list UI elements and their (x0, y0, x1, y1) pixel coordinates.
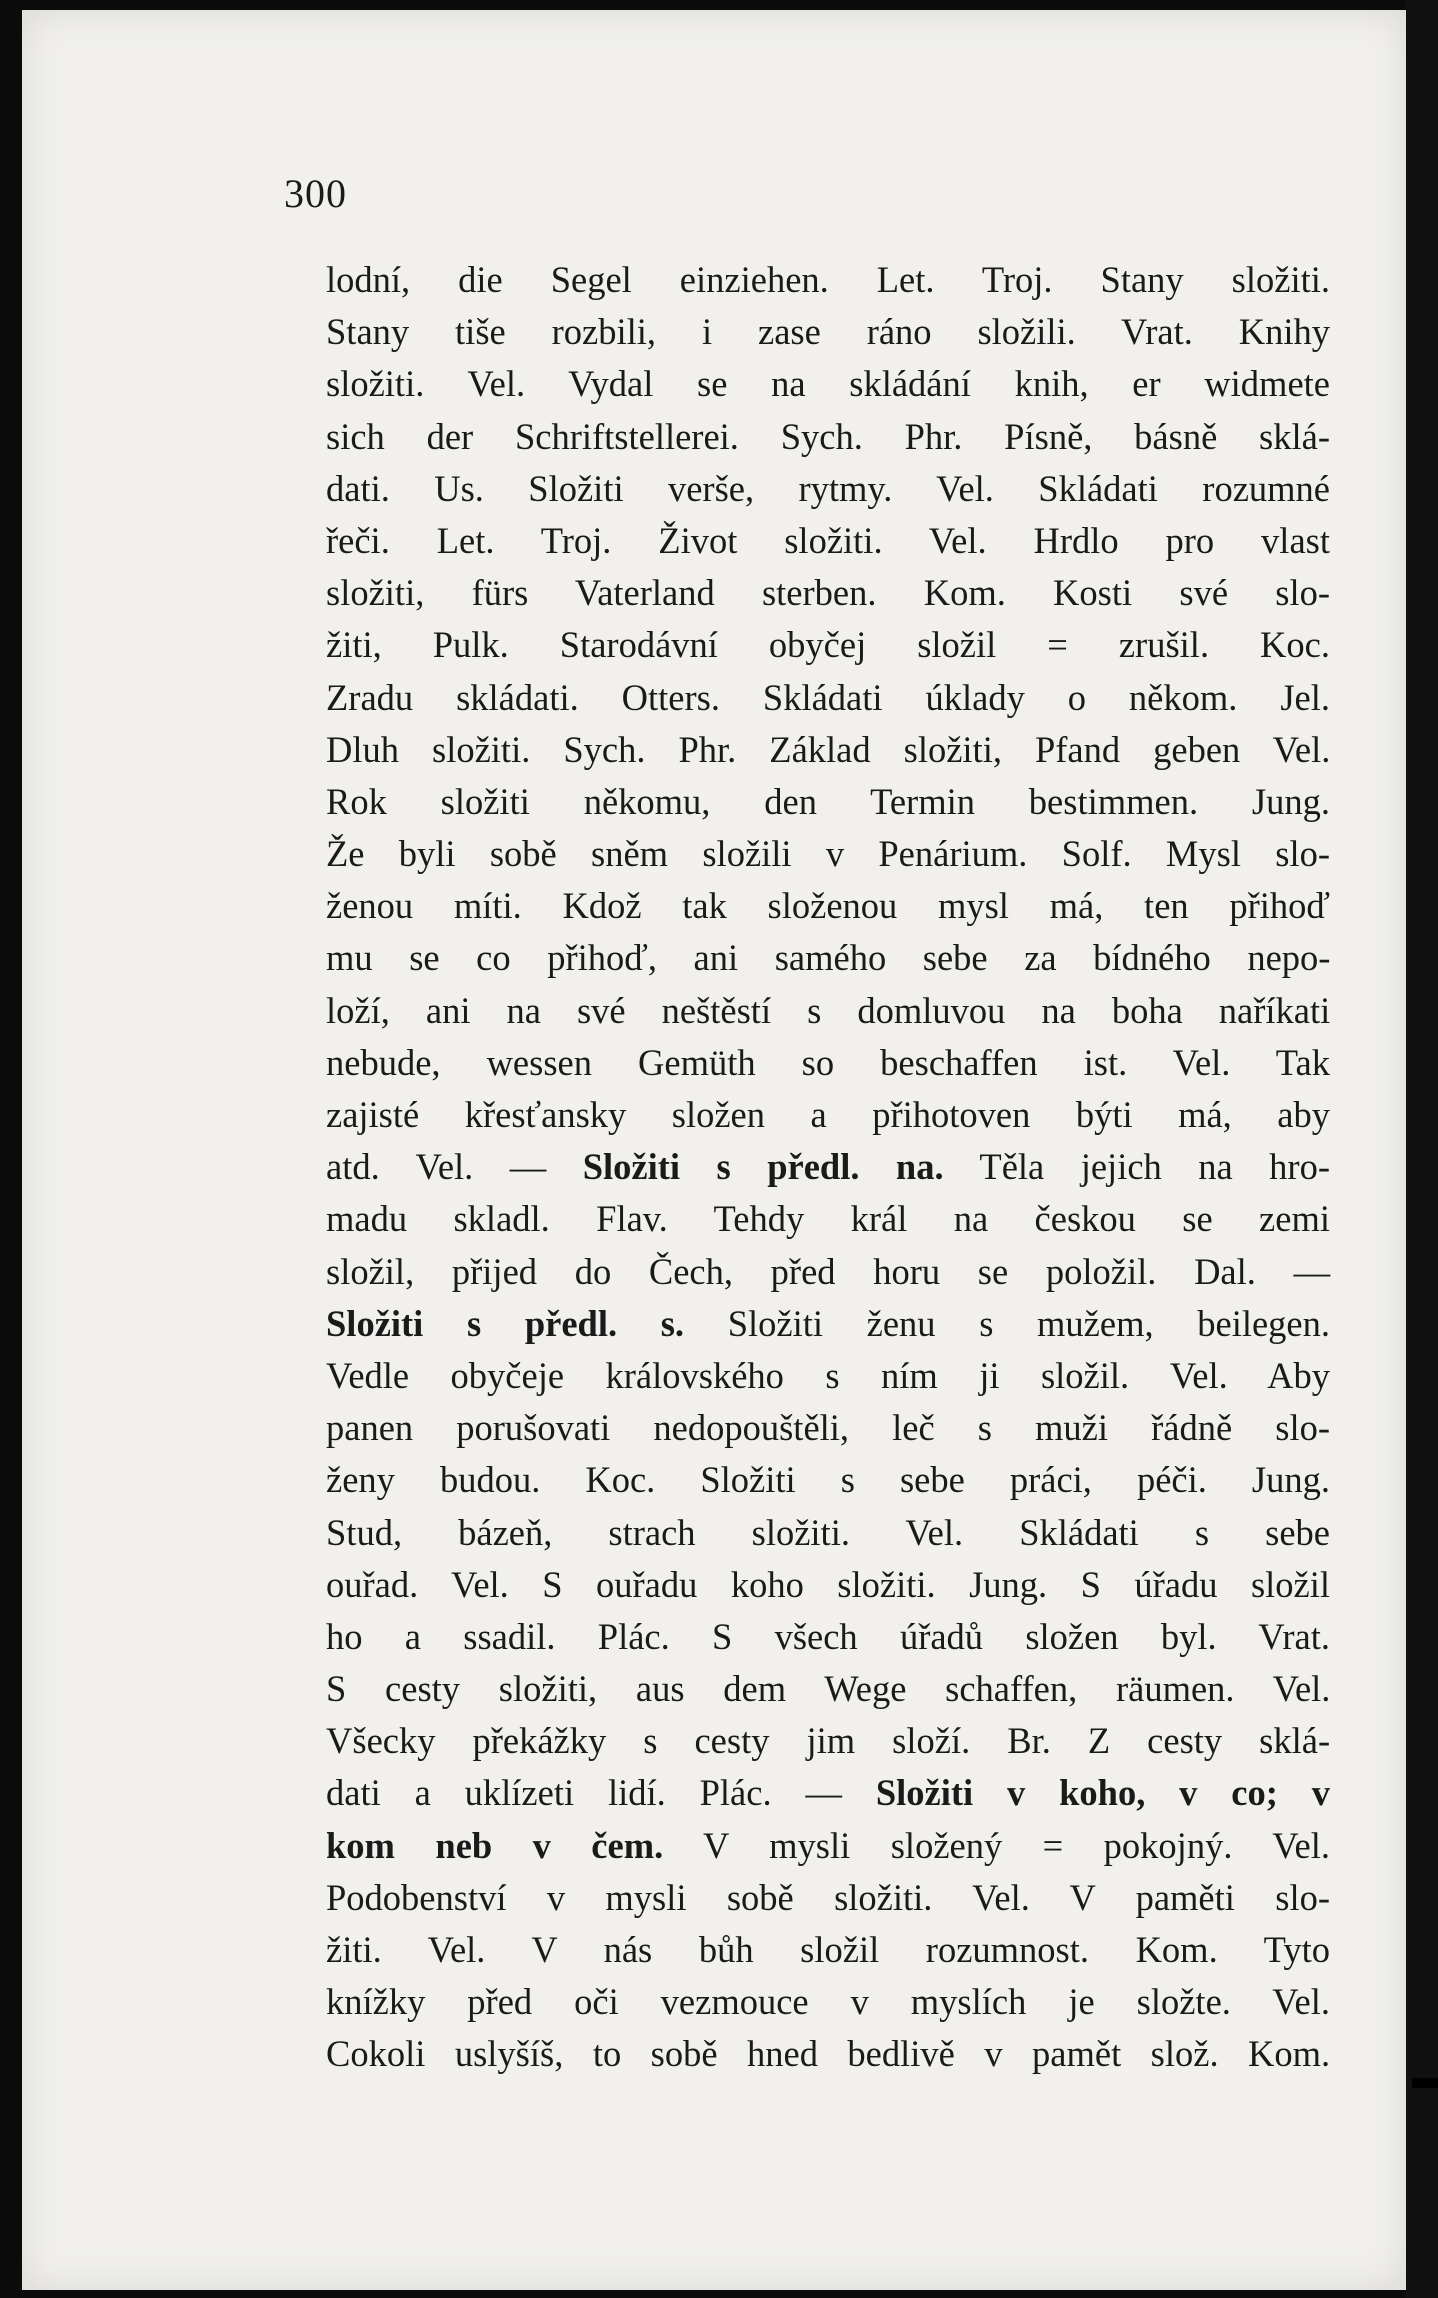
bold-text-segment: Složiti v koho, v co; v (875, 1772, 1331, 1814)
text-segment: ho a ssadil. Plác. S všech úřadů složen byl. Vrat. (326, 1615, 1330, 1657)
text-line (326, 1298, 1330, 1350)
bold-text-segment: Složiti s předl. na. (582, 1146, 944, 1188)
text-segment: složiti, fürs Vaterland sterben. Kom. Kosti své slo- (326, 572, 1330, 614)
text-line (326, 1663, 1330, 1715)
scan-edge (1406, 0, 1438, 2298)
text-line (326, 1350, 1330, 1402)
bold-text-segment: Složiti s předl. s. (326, 1302, 685, 1344)
text-segment: zajisté křesťansky složen a přihotoven býti má, aby (326, 1094, 1330, 1135)
text-segment: nebude, wessen Gemüth so beschaffen ist. Vel. Tak (326, 1041, 1330, 1083)
text-line (326, 1767, 1330, 1819)
text-segment: řeči. Let. Troj. Život složiti. Vel. Hrdlo pro vlast (326, 519, 1330, 561)
text-line (326, 1611, 1330, 1663)
text-line (326, 672, 1330, 724)
text-line (326, 1246, 1330, 1298)
text-segment: V mysli složený = pokojný. Vel. (663, 1824, 1330, 1866)
text-line (326, 828, 1330, 880)
text-line (326, 880, 1330, 932)
text-segment: mu se co přihoď, ani samého sebe za bídného nepo- (326, 937, 1331, 979)
text-line (326, 463, 1330, 515)
text-line (326, 1089, 1330, 1141)
text-segment: sich der Schriftstellerei. Sych. Phr. Písně, básně sklá- (326, 415, 1330, 457)
text-segment: lodní, die Segel einziehen. Let. Troj. Stany složiti. (326, 259, 1330, 300)
text-segment: Vedle obyčeje královského s ním ji složil. Vel. Aby (326, 1354, 1330, 1396)
text-line (326, 411, 1330, 463)
scan-edge-mark (1412, 2078, 1438, 2088)
text-line (326, 932, 1330, 984)
text-segment: Rok složiti někomu, den Termin bestimmen. Jung. (326, 780, 1330, 822)
text-line (326, 1872, 1330, 1924)
text-segment: dati. Us. Složiti verše, rytmy. Vel. Skládati rozumné (326, 467, 1330, 509)
text-line (326, 1820, 1330, 1872)
text-segment: loží, ani na své neštěstí s domluvou na boha naříkati (326, 989, 1331, 1031)
bold-text-segment: kom neb v čem. (326, 1824, 664, 1866)
text-segment: panen porušovati nedopouštěli, leč s muži řádně slo- (326, 1407, 1330, 1449)
text-line (326, 985, 1330, 1037)
text-line (326, 1141, 1330, 1193)
text-segment: Že byli sobě sněm složili v Penárium. Solf. Mysl slo- (326, 833, 1330, 875)
text-line (326, 1559, 1330, 1611)
text-segment: Složiti ženu s mužem, beilegen. (684, 1302, 1330, 1344)
text-line (326, 358, 1330, 410)
text-segment: Zradu skládati. Otters. Skládati úklady o někom. Jel. (326, 676, 1330, 718)
text-segment: Všecky překážky s cesty jim složí. Br. Z cesty sklá- (326, 1720, 1331, 1762)
text-segment: ženy budou. Koc. Složiti s sebe práci, péči. Jung. (326, 1459, 1330, 1501)
text-line (326, 1402, 1330, 1454)
text-segment: knížky před oči vezmouce v myslích je složte. Vel. (326, 1981, 1330, 2023)
text-segment: ženou míti. Kdož tak složenou mysl má, ten přihoď (326, 885, 1330, 927)
text-segment: Cokoli uslyšíš, to sobě hned bedlivě v pamět slož. Kom. (326, 2033, 1331, 2075)
text-segment: složil, přijed do Čech, před horu se položil. Dal. — (326, 1250, 1331, 1292)
text-segment: složiti. Vel. Vydal se na skládání knih, er widmete (326, 363, 1330, 405)
text-line (326, 724, 1330, 776)
text-segment: žiti, Pulk. Starodávní obyčej složil = zrušil. Koc. (326, 624, 1330, 666)
text-segment: S cesty složiti, aus dem Wege schaffen, räumen. Vel. (326, 1668, 1331, 1710)
text-line (326, 254, 1330, 306)
text-line (326, 1715, 1330, 1767)
text-line (326, 1507, 1330, 1559)
text-segment: dati a uklízeti lidí. Plác. — (326, 1772, 876, 1814)
text-segment: madu skladl. Flav. Tehdy král na českou se zemi (326, 1198, 1330, 1240)
text-line (326, 2028, 1330, 2080)
text-line (326, 1976, 1330, 2028)
text-line (326, 1924, 1330, 1976)
text-line (326, 1454, 1330, 1506)
text-line (326, 1193, 1330, 1245)
text-segment: Dluh složiti. Sych. Phr. Základ složiti, Pfand geben Vel. (326, 728, 1331, 770)
text-line (326, 515, 1330, 567)
text-segment: žiti. Vel. V nás bůh složil rozumnost. Kom. Tyto (326, 1929, 1330, 1970)
text-line (326, 619, 1330, 671)
book-page (22, 10, 1406, 2290)
text-line (326, 306, 1330, 358)
text-line (326, 1037, 1330, 1089)
text-segment: ouřad. Vel. S ouřadu koho složiti. Jung. S úřadu složil (326, 1563, 1331, 1605)
text-segment: Stany tiše rozbili, i zase ráno složili. Vrat. Knihy (326, 311, 1330, 353)
text-line (326, 776, 1330, 828)
text-segment: Stud, bázeň, strach složiti. Vel. Skládati s sebe (326, 1511, 1330, 1553)
body-text (326, 254, 1330, 2081)
text-segment: atd. Vel. — (326, 1146, 583, 1188)
text-segment: Těla jejich na hro- (943, 1146, 1330, 1188)
text-line (326, 567, 1330, 619)
page-number: 300 (284, 171, 347, 216)
text-segment: Podobenství v mysli sobě složiti. Vel. V paměti slo- (326, 1876, 1330, 1918)
